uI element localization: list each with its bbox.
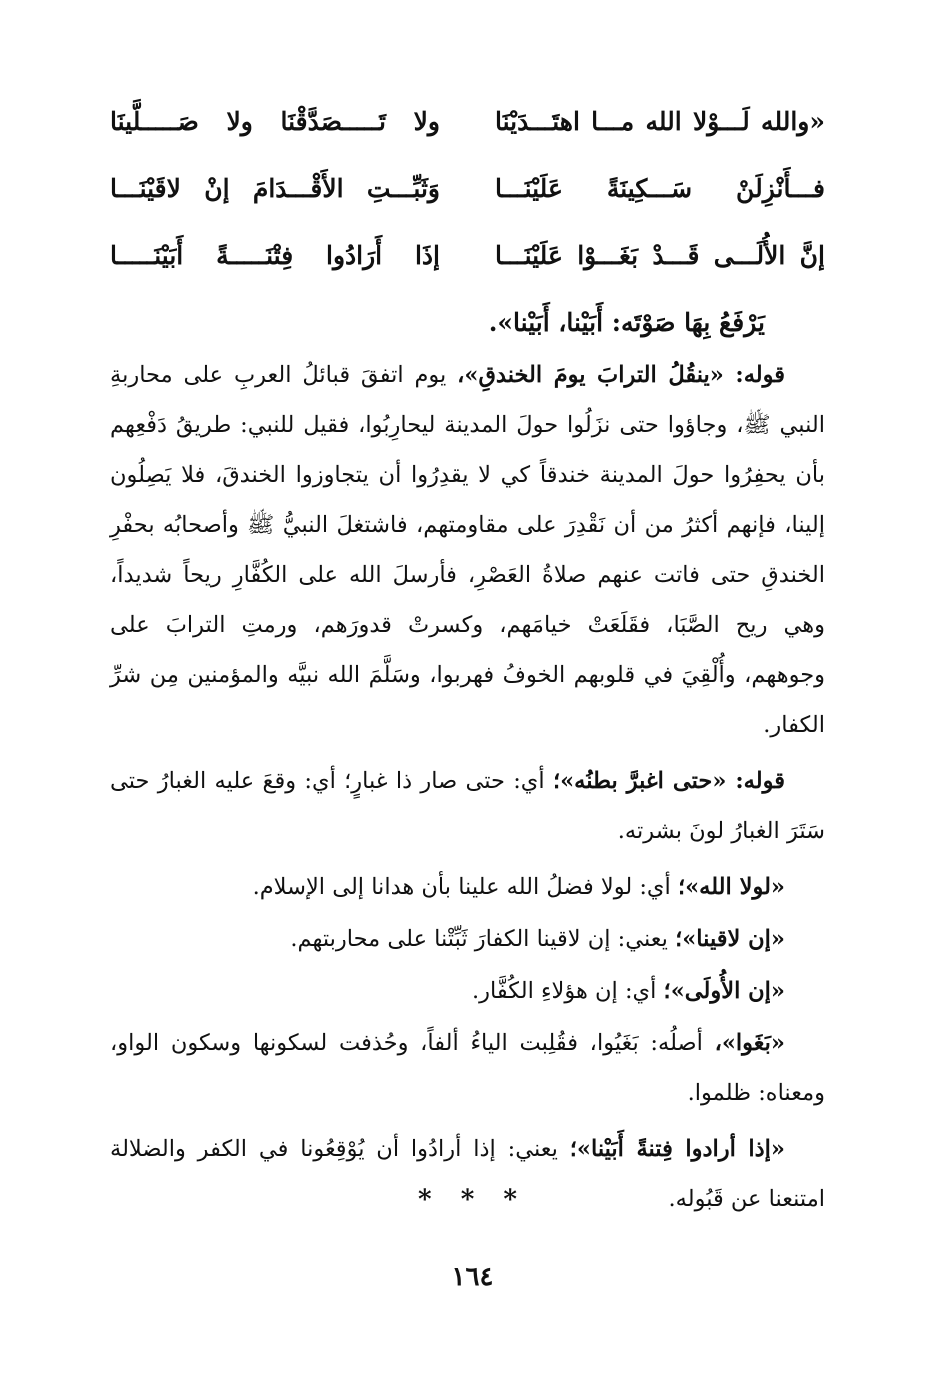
verse-first-hemistich: إنَّ الأُلَـــى قَـــدْ بَغَـــوْا عَلَيْنَـــا	[495, 241, 825, 270]
section-separator: * * *	[418, 1185, 527, 1215]
verse-tail: يَرْفَعُ بِهَا صَوْتَه: أَبَيْنا، أَبَيْنا».	[488, 308, 765, 337]
verse-second-hemistich: وَثَبِّـــتِ الأَقْـــدَامَ إنْ لاقَيْنَـــا	[110, 174, 440, 203]
verse-row	[110, 155, 825, 222]
paragraph-lead: «لولا الله»؛	[677, 874, 785, 900]
verse-row	[110, 222, 825, 289]
verse-second-hemistich: ولا تَـــــصَدَّقْنَا ولا صَـــــلَّينَا	[110, 107, 440, 136]
paragraph-text: يعني: إذا أرادُوا أن يُوْقِعُونا في الكفر والضلالة امتنعنا عن قَبُوله.	[110, 1136, 825, 1212]
verse-first-hemistich: فـــأَنْزِلَنْ سَـــكِينَةً عَلَيْنَـــا	[495, 174, 825, 203]
paragraph-text: أي: إن هؤلاءِ الكُفَّار.	[472, 978, 664, 1004]
verse-second-hemistich: إذَا أَرَادُوا فِتْنَـــــةً أَبَيْنَـــــا	[110, 241, 440, 270]
commentary-paragraph	[110, 966, 825, 1016]
paragraph-text: أي: حتى صار ذا غبارٍ؛ أي: وقعَ عليه الغبارُ حتى سَتَرَ الغبارُ لونَ بشرته.	[110, 768, 825, 844]
commentary	[110, 350, 825, 1230]
commentary-paragraph	[110, 862, 825, 912]
paragraph-text: أصلُه: بَغَيُوا، فقُلِبت الياءُ ألفاً، وحُذفت لسكونها وسكون الواو، ومعناه: ظلموا.	[110, 1030, 825, 1106]
verse-first-hemistich: «والله لَـــوْلا الله مـــا اهتَـــدَيْنَا	[495, 107, 825, 136]
commentary-paragraph	[110, 1018, 825, 1118]
commentary-paragraph	[110, 756, 825, 856]
paragraph-lead: «إن الأُولَى»؛	[663, 978, 785, 1004]
commentary-paragraph	[110, 350, 825, 750]
commentary-paragraph	[110, 914, 825, 964]
page-number: ١٦٤	[451, 1262, 494, 1292]
paragraph-lead: «إن لاقينا»؛	[675, 926, 785, 952]
paragraph-text: يعني: إن لاقينا الكفارَ ثَبِّتْنا على محاربتهم.	[290, 926, 676, 952]
paragraph-lead: «إذا أرادوا فِتنةً أَبَيْنا»؛	[569, 1136, 785, 1162]
paragraph-text: يوم اتفقَ قبائلُ العربِ على محاربةِ النبي ﷺ، وجاؤوا حتى نزَلُوا حولَ المدينة ليحارِبُوا، فقيل للنبي: طريقُ دَفْعِهم بأن يحفِرُوا حولَ المدينة خندقاً كي لا يقدِرُوا أن يتجاوزوا الخندقَ، فلا يَصِلُون إلينا، فإنهم أكثرُ من أن نَقْدِرَ على مقاومتهم، فاشتغلَ النبيُّ ﷺ وأصحابُه بحفْرِ الخندقِ حتى فاتت عنهم صلاةُ العَصْرِ، فأرسلَ الله على الكُفَّارِ ريحاً شديداً، وهي ريح الصَّبَا، فقَلَعَتْ خيامَهم، وكسرتْ قدورَهم، ورمتِ الترابَ على وجوههم، وأُلْقِيَ في قلوبهم الخوفُ فهربوا، وسَلَّمَ الله نبيَّه والمؤمنين مِن شرِّ الكفار.	[110, 362, 825, 738]
paragraph-lead: قوله: «ينقُلُ الترابَ يومَ الخندقِ»،	[457, 362, 786, 388]
poem-verses	[110, 88, 825, 356]
paragraph-lead: «بَغَوا»،	[714, 1030, 785, 1056]
verse-row	[110, 88, 825, 155]
paragraph-text: أي: لولا فضلُ الله علينا بأن هدانا إلى الإسلام.	[252, 874, 678, 900]
paragraph-lead: قوله: «حتى اغبرَّ بطنُه»؛	[552, 768, 785, 794]
